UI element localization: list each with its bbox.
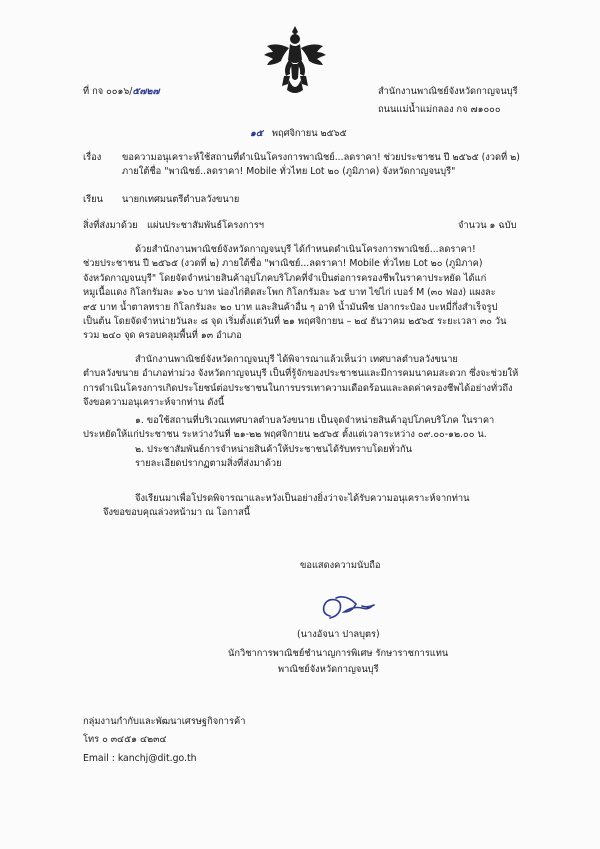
paragraph-line: การดำเนินโครงการเกิดประโยชน์ต่อประชาชนในการบรรเทาความเดือดร้อนและลดค่าครองชีพได้อย่างทั่วถึง [83, 382, 513, 394]
paragraph-line: ๙๕ บาท น้ำตาลทราย กิโลกรัมละ ๒๐ บาท และสินค้าอื่น ๆ อาทิ น้ำมันพืช ปลากระป๋อง บะหมี่กึ่งสำเร็จรูป [83, 301, 498, 313]
closing-regards: ขอแสดงความนับถือ [300, 560, 381, 571]
paragraph-line: หมูเนื้อแดง กิโลกรัมละ ๑๖๐ บาท น่องไก่ติดสะโพก กิโลกรัมละ ๖๕ บาท ไข่ไก่ เบอร์ M (๓๐ ฟอง) แผงละ [83, 287, 496, 299]
paragraph-line: สำนักงานพาณิชย์จังหวัดกาญจนบุรี ได้พิจารณาแล้วเห็นว่า เทศบาลตำบลวังขนาย [135, 354, 458, 365]
subject-label: เรื่อง [83, 152, 102, 163]
recipient-label: เรียน [83, 194, 103, 205]
item-1-line-1: ๑. ขอใช้สถานที่บริเวณเทศบาลตำบลวังขนาย เป็นจุดจำหน่ายสินค้าอุปโภคบริโภค ในราคา [135, 415, 495, 426]
enclosure-value: แผ่นประชาสัมพันธ์โครงการฯ [147, 220, 264, 231]
office-address: ถนนแม่น้ำแม่กลอง กจ ๗๑๐๐๐ [378, 104, 501, 115]
paragraph-line: จึงเรียนมาเพื่อโปรดพิจารณาและหวังเป็นอย่างยิ่งว่าจะได้รับความอนุเคราะห์จากท่าน [135, 493, 470, 504]
signatory-title-1: นักวิชาการพาณิชย์ชำนาญการพิเศษ รักษาราชการแทน [228, 648, 449, 659]
paragraph-line: จึงขอขอบคุณล่วงหน้ามา ณ โอกาสนี้ [103, 507, 251, 519]
footer-phone: โทร ๐ ๓๔๕๑ ๔๒๓๔ [83, 734, 167, 745]
signatory-title-2: พาณิชย์จังหวัดกาญจนบุรี [278, 664, 379, 675]
request-items [83, 414, 494, 472]
enclosure-label: สิ่งที่ส่งมาด้วย [83, 220, 138, 231]
enclosure-count: จำนวน ๑ ฉบับ [458, 220, 517, 231]
item-1-line-2: ประหยัดให้แก่ประชาชน ระหว่างวันที่ ๒๑-๒๒ พฤศจิกายน ๒๕๖๕ ตั้งแต่เวลาระหว่าง ๐๙.๐๐-๑๒.๐๐ น. [83, 429, 487, 441]
document-number-handwritten: ๕๗๒๗ [132, 86, 160, 97]
body-paragraph-1 [83, 243, 506, 344]
date-day-handwritten: ๑๕ [250, 128, 263, 139]
subject-line-2: ภายใต้ชื่อ "พาณิชย์..ลดราคา! Mobile ทั่วไทย Lot ๒๐ (ภูมิภาค) จังหวัดกาญจนบุรี" [122, 166, 456, 177]
document-date [250, 128, 347, 140]
paragraph-line: จึงขอความอนุเคราะห์จากท่าน ดังนี้ [83, 397, 225, 409]
recipient-value: นายกเทศมนตรีตำบลวังขนาย [122, 194, 240, 205]
garuda-emblem-icon [262, 24, 328, 96]
subject-line-1: ขอความอนุเคราะห์ใช้สถานที่ดำเนินโครงการพาณิชย์...ลดราคา! ช่วยประชาชน ปี ๒๕๖๕ (งวดที่ ๒) [122, 152, 520, 163]
signatory-name: (นางอัจนา ปาลบุตร) [297, 629, 380, 640]
paragraph-line: ด้วยสำนักงานพาณิชย์จังหวัดกาญจนบุรี ได้กำหนดดำเนินโครงการพาณิชย์...ลดราคา! [135, 244, 476, 255]
footer-department: กลุ่มงานกำกับและพัฒนาเศรษฐกิจการค้า [83, 716, 246, 727]
paragraph-line: เป็นต้น โดยจัดจำหน่ายวันละ ๘ จุด เริ่มตั้งแต่วันที่ ๒๑ พฤศจิกายน – ๒๔ ธันวาคม ๒๕๖๕ ระยะเวลา ๓๐ วัน [83, 316, 507, 328]
date-month-year: พฤศจิกายน ๒๕๖๕ [271, 128, 347, 139]
item-2-line-2: รายละเอียดปรากฏตามสิ่งที่ส่งมาด้วย [135, 458, 282, 470]
item-2-line-1: ๒. ประชาสัมพันธ์การจำหน่ายสินค้าให้ประชาชนได้รับทราบโดยทั่วกัน [135, 443, 412, 455]
body-paragraph-3 [83, 492, 470, 521]
office-name: สำนักงานพาณิชย์จังหวัดกาญจนบุรี [378, 86, 518, 97]
document-number [83, 86, 160, 98]
body-paragraph-2 [83, 353, 518, 411]
document-number-label: ที่ กจ ๐๐๑๖/ [83, 86, 133, 97]
paragraph-line: ช่วยประชาชน ปี ๒๕๖๕ (งวดที่ ๒) ภายใต้ชื่อ "พาณิชย์...ลดราคา! Mobile ทั่วไทย Lot ๒๐ (ภูมิภาค) [83, 258, 483, 270]
footer-email: Email : kanchj@dit.go.th [83, 753, 197, 764]
paragraph-line: จังหวัดกาญจนบุรี" โดยจัดจำหน่ายสินค้าอุปโภคบริโภคที่จำเป็นต่อการครองชีพในราคาประหยัด ได้แก่ [83, 272, 487, 284]
paragraph-line: ตำบลวังขนาย อำเภอท่าม่วง จังหวัดกาญจนบุรี เป็นที่รู้จักของประชาชนและมีการคมนาคมสะดวก ซึ่งจะช่วยให้ [83, 368, 519, 380]
paragraph-line: รวม ๒๔๐ จุด ครอบคลุมพื้นที่ ๑๓ อำเภอ [83, 330, 242, 342]
signature-icon [316, 594, 386, 624]
